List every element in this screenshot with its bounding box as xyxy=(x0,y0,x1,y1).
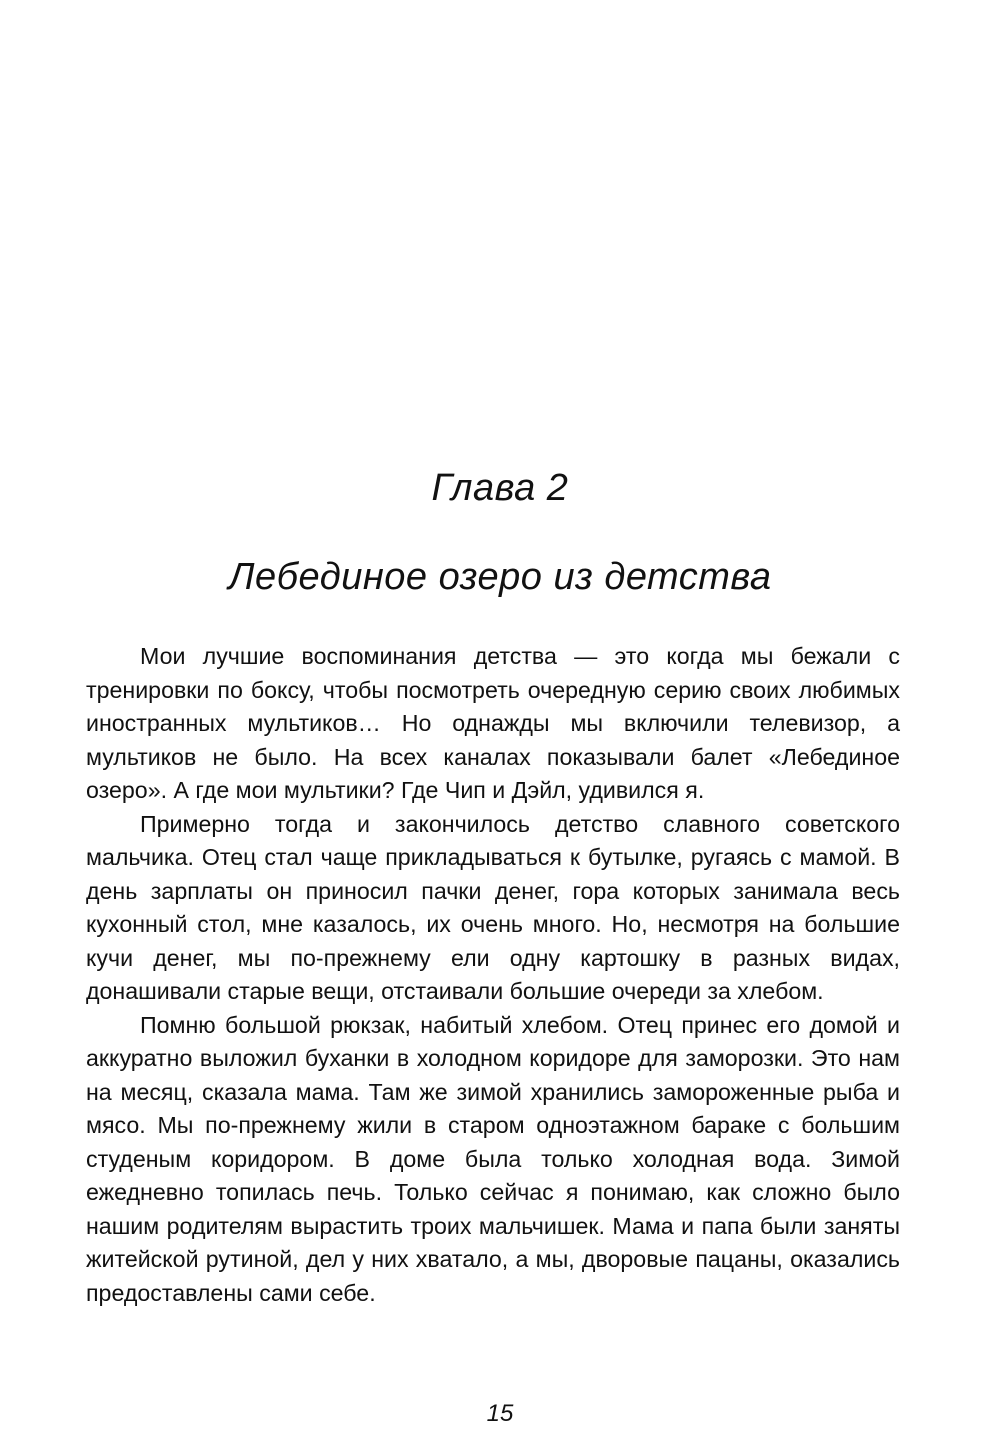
paragraph: Помню большой рюкзак, набитый хлебом. Отец принес его домой и аккуратно выложил буханки в холодном коридоре для заморозки. Это нам на месяц, сказала мама. Там же зимой хранились замороженные рыба и мясо. Мы по-прежнему жили в старом одноэтажном бараке с большим студеным коридором. В доме была только холодная вода. Зимой ежедневно топилась печь. Только сейчас я понимаю, как сложно было нашим родителям вырастить троих мальчишек. Мама и папа были заняты житейской рутиной, дел у них хватало, а мы, дворовые пацаны, оказались предоставлены сами себе. xyxy=(86,1011,900,1306)
page-number: 15 xyxy=(486,1400,514,1427)
paragraph: Примерно тогда и закончилось детство славного советского мальчика. Отец стал чаще прикладываться к бутылке, ругаясь с мамой. В день зарплаты он приносил пачки денег, гора которых занимала весь кухонный стол, мне казалось, их очень много. Но, несмотря на большие кучи денег, мы по-прежнему ели одну картошку в разных видах, донашивали старые вещи, отстаивали большие очереди за хлебом. xyxy=(86,810,900,1004)
chapter-body xyxy=(86,640,900,1310)
chapter-title: Лебединое озеро из детства xyxy=(228,556,772,598)
paragraph: Мои лучшие воспоминания детства — это когда мы бежали с тренировки по боксу, чтобы посмотреть очередную серию своих любимых иностранных мультиков… Но однажды мы включили телевизор, а мультиков не было. На всех каналах показывали балет «Лебединое озеро». А где мои мультики? Где Чип и Дэйл, удивился я. xyxy=(86,643,900,803)
chapter-number: Глава 2 xyxy=(431,467,569,509)
